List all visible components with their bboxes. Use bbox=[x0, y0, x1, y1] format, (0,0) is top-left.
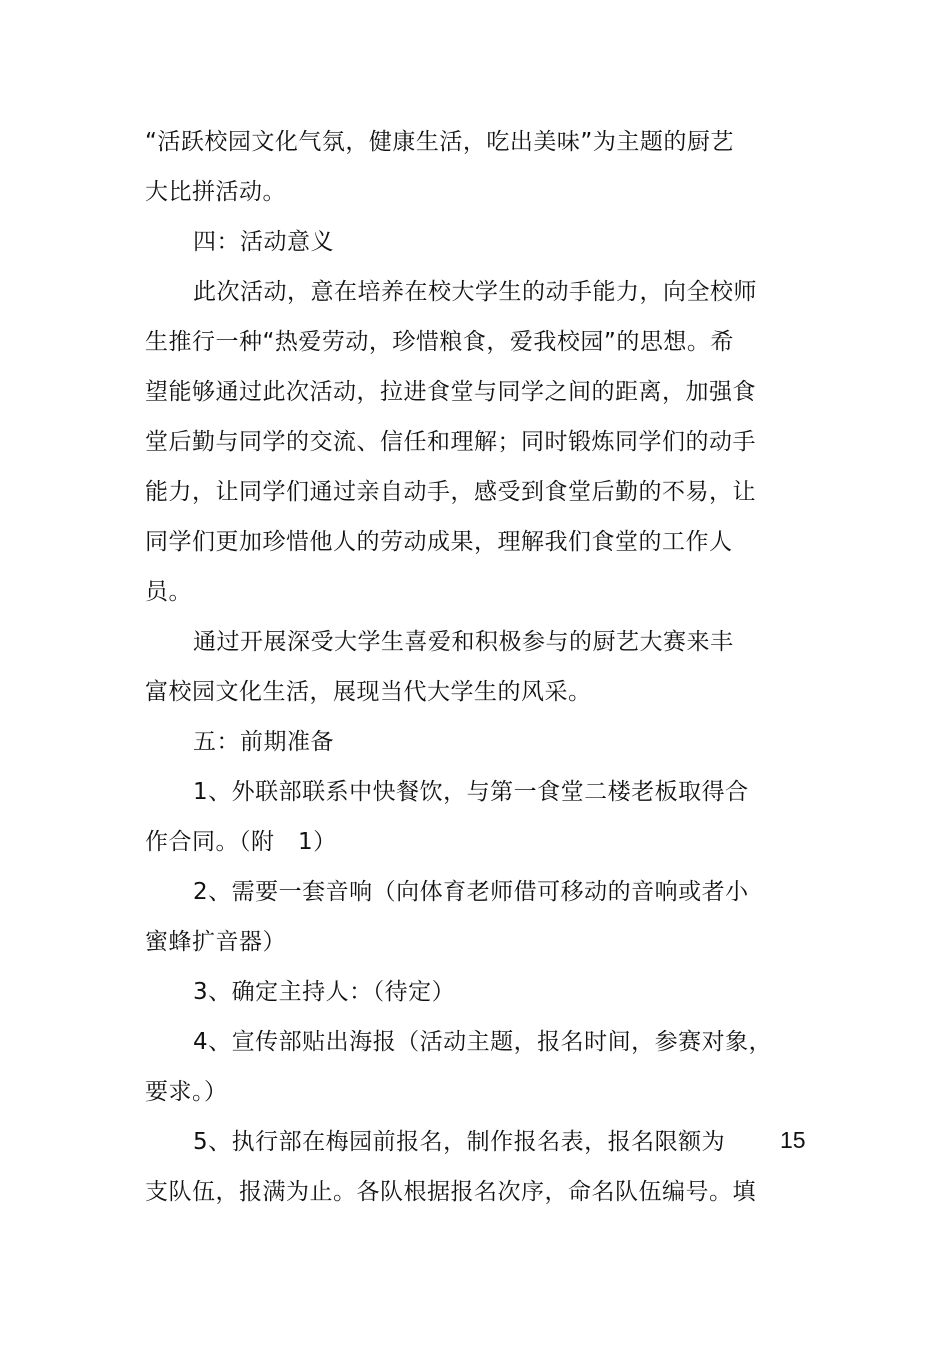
list-item: 5、执行部在梅园前报名，制作报名表，报名限额为 bbox=[193, 1129, 726, 1155]
text-line: 同学们更加珍惜他人的劳动成果，理解我们食堂的工作人 bbox=[145, 529, 733, 555]
text-line: 员。 bbox=[145, 579, 192, 605]
text-line: 大比拼活动。 bbox=[145, 179, 286, 205]
list-item: 4、宣传部贴出海报（活动主题，报名时间，参赛对象， bbox=[193, 1029, 773, 1055]
list-item: 1、外联部联系中快餐饮，与第一食堂二楼老板取得合 bbox=[193, 779, 749, 805]
text-line: “活跃校园文化气氛，健康生活，吃出美味”为主题的厨艺 bbox=[145, 129, 734, 155]
section-heading: 四：活动意义 bbox=[193, 229, 334, 255]
list-item-continuation: 蜜蜂扩音器） bbox=[145, 929, 286, 955]
text-line: 富校园文化生活，展现当代大学生的风采。 bbox=[145, 679, 592, 705]
list-item: 2、需要一套音响（向体育老师借可移动的音响或者小 bbox=[193, 879, 749, 905]
list-item: 3、确定主持人：（待定） bbox=[193, 979, 456, 1005]
text-line: 通过开展深受大学生喜爱和积极参与的厨艺大赛来丰 bbox=[193, 629, 734, 655]
text-line: 堂后勤与同学的交流、信任和理解；同时锻炼同学们的动手 bbox=[145, 429, 756, 455]
text-line: 能力，让同学们通过亲自动手，感受到食堂后勤的不易，让 bbox=[145, 479, 756, 505]
section-heading: 五：前期准备 bbox=[193, 729, 334, 755]
list-item-continuation: 作合同。（附 1） bbox=[145, 829, 337, 855]
text-line: 望能够通过此次活动，拉进食堂与同学之间的距离，加强食 bbox=[145, 379, 756, 405]
text-line: 生推行一种“热爱劳动，珍惜粮食，爱我校园”的思想。希 bbox=[145, 329, 734, 355]
list-item-continuation: 支队伍，报满为止。各队根据报名次序，命名队伍编号。填 bbox=[145, 1179, 756, 1205]
page-number: 15 bbox=[780, 1127, 806, 1153]
list-item-continuation: 要求。） bbox=[145, 1079, 228, 1105]
text-line: 此次活动，意在培养在校大学生的动手能力，向全校师 bbox=[193, 279, 757, 305]
